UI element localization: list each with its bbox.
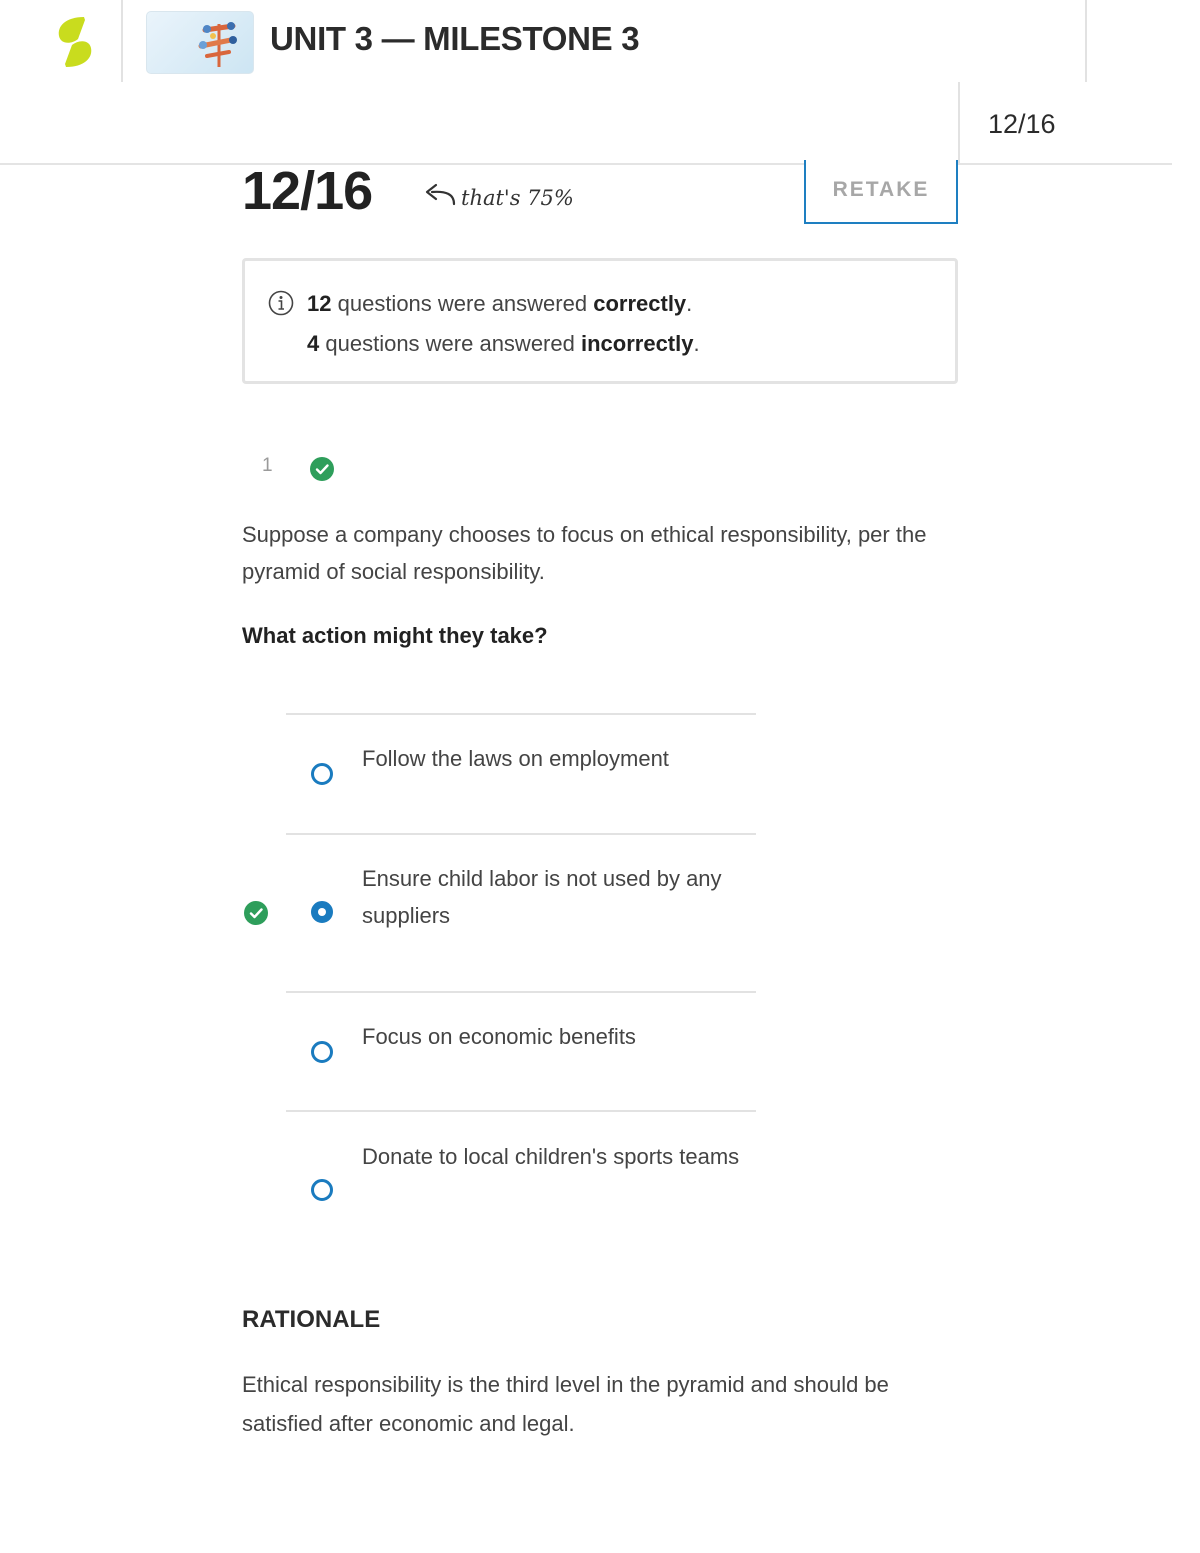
header-bottom-border	[0, 163, 1172, 165]
rationale-heading: RATIONALE	[242, 1306, 381, 1333]
option-label[interactable]: Ensure child labor is not used by any suppliers	[362, 866, 722, 928]
option-label[interactable]: Donate to local children's sports teams	[362, 1144, 740, 1169]
question-prompt: What action might they take?	[242, 623, 548, 648]
header-divider	[121, 0, 123, 82]
correct-word: correctly	[593, 291, 687, 316]
score-badge: 12/16	[988, 109, 1056, 139]
radio-button-icon[interactable]	[311, 1041, 333, 1063]
score-divider	[958, 82, 960, 165]
page-title: UNIT 3 — MILESTONE 3	[270, 20, 640, 57]
results-summary	[242, 258, 958, 384]
radio-button-icon[interactable]	[311, 763, 333, 785]
option-label[interactable]: Follow the laws on employment	[362, 746, 669, 771]
radio-button-icon[interactable]	[311, 1179, 333, 1201]
correct-prefix: questions were answered	[337, 291, 588, 316]
score-percent-note: that's 75%	[461, 186, 574, 210]
retake-button[interactable]: RETAKE	[804, 160, 958, 224]
incorrect-count: 4	[307, 331, 320, 356]
question-text: Suppose a company chooses to focus on ethical responsibility, per the pyramid of social responsibility.	[242, 522, 927, 584]
period: .	[686, 291, 693, 316]
option-divider	[286, 1110, 756, 1112]
check-circle-icon	[309, 456, 335, 482]
option-label[interactable]: Focus on economic benefits	[362, 1024, 636, 1049]
header-divider	[1085, 0, 1087, 82]
incorrect-prefix: questions were answered	[325, 331, 575, 356]
question-number: 1	[262, 455, 273, 476]
final-score: 12/16	[242, 161, 373, 221]
course-thumbnail-icon	[146, 11, 254, 74]
radio-button-icon[interactable]	[311, 901, 333, 923]
info-icon	[268, 290, 294, 316]
correct-summary	[307, 291, 692, 317]
option-divider	[286, 833, 756, 835]
correct-count: 12	[307, 291, 332, 316]
option-divider	[286, 713, 756, 715]
rationale-text: Ethical responsibility is the third level in the pyramid and should be satisfied after economic and legal.	[242, 1372, 889, 1436]
incorrect-word: incorrectly	[580, 331, 694, 356]
option-divider	[286, 991, 756, 993]
curved-arrow-icon	[422, 182, 458, 210]
check-circle-icon	[243, 900, 269, 926]
period: .	[693, 331, 700, 356]
top-bar	[0, 0, 1200, 82]
sophia-logo-icon[interactable]	[52, 14, 98, 70]
incorrect-summary	[307, 331, 700, 357]
